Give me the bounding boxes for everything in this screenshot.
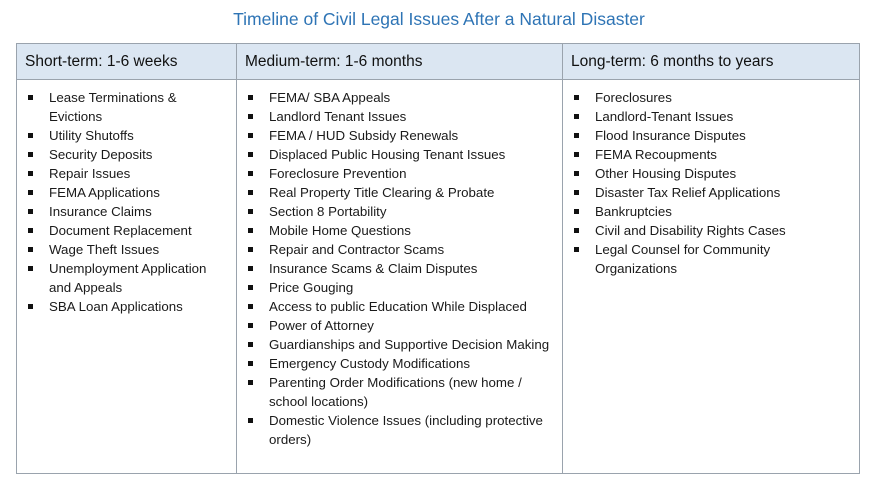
short-term-cell	[17, 80, 237, 474]
list-item-text: Civil and Disability Rights Cases	[595, 223, 786, 238]
list-item	[26, 221, 230, 240]
list-item	[246, 183, 556, 202]
square-bullet-icon	[248, 380, 253, 385]
list-item	[572, 221, 853, 240]
square-bullet-icon	[574, 171, 579, 176]
square-bullet-icon	[28, 228, 33, 233]
list-item	[572, 202, 853, 221]
square-bullet-icon	[28, 304, 33, 309]
medium-term-cell	[237, 80, 563, 474]
square-bullet-icon	[574, 95, 579, 100]
list-item-text: Section 8 Portability	[269, 204, 387, 219]
page-title: Timeline of Civil Legal Issues After a Natural Disaster	[233, 9, 645, 29]
list-item-text: Price Gouging	[269, 280, 354, 295]
list-item	[246, 297, 556, 316]
square-bullet-icon	[248, 209, 253, 214]
list-item	[246, 145, 556, 164]
square-bullet-icon	[28, 152, 33, 157]
column-header-long-term: Long-term: 6 months to years	[563, 44, 860, 80]
list-item-text: Displaced Public Housing Tenant Issues	[269, 147, 506, 162]
list-item-text: Other Housing Disputes	[595, 166, 737, 181]
list-item-text: Disaster Tax Relief Applications	[595, 185, 781, 200]
list-item	[26, 164, 230, 183]
list-item-text: Security Deposits	[49, 147, 153, 162]
list-item-text: Insurance Scams & Claim Disputes	[269, 261, 478, 276]
list-item-text: Unemployment Application and Appeals	[49, 261, 207, 295]
list-item-text: Insurance Claims	[49, 204, 152, 219]
square-bullet-icon	[248, 114, 253, 119]
square-bullet-icon	[248, 304, 253, 309]
list-item-text: Document Replacement	[49, 223, 192, 238]
list-item	[26, 240, 230, 259]
list-item	[26, 145, 230, 164]
header-row	[17, 44, 860, 80]
list-item-text: FEMA/ SBA Appeals	[269, 90, 391, 105]
square-bullet-icon	[248, 95, 253, 100]
list-item-text: Flood Insurance Disputes	[595, 128, 746, 143]
list-item-text: SBA Loan Applications	[49, 299, 183, 314]
square-bullet-icon	[28, 171, 33, 176]
square-bullet-icon	[248, 133, 253, 138]
square-bullet-icon	[28, 95, 33, 100]
square-bullet-icon	[248, 171, 253, 176]
list-item	[26, 202, 230, 221]
square-bullet-icon	[248, 228, 253, 233]
list-item	[572, 183, 853, 202]
square-bullet-icon	[574, 228, 579, 233]
list-item	[26, 297, 230, 316]
list-item	[26, 259, 230, 297]
square-bullet-icon	[574, 152, 579, 157]
list-item-text: FEMA Recoupments	[595, 147, 717, 162]
list-item	[246, 107, 556, 126]
square-bullet-icon	[248, 342, 253, 347]
square-bullet-icon	[248, 190, 253, 195]
square-bullet-icon	[28, 133, 33, 138]
list-item	[572, 107, 853, 126]
list-item-text: Domestic Violence Issues (including protective orders)	[269, 413, 543, 447]
list-item	[246, 373, 556, 411]
list-item	[246, 240, 556, 259]
square-bullet-icon	[28, 266, 33, 271]
square-bullet-icon	[248, 323, 253, 328]
list-item	[246, 259, 556, 278]
list-item-text: Foreclosure Prevention	[269, 166, 407, 181]
list-item	[246, 316, 556, 335]
list-item-text: Landlord Tenant Issues	[269, 109, 407, 124]
list-item	[26, 126, 230, 145]
list-item	[572, 164, 853, 183]
square-bullet-icon	[28, 190, 33, 195]
list-item-text: Bankruptcies	[595, 204, 672, 219]
square-bullet-icon	[248, 152, 253, 157]
list-item	[246, 202, 556, 221]
square-bullet-icon	[248, 247, 253, 252]
long-term-list	[572, 88, 853, 278]
list-item	[26, 183, 230, 202]
list-item-text: Foreclosures	[595, 90, 672, 105]
list-item-text: Parenting Order Modifications (new home / school locations)	[269, 375, 522, 409]
list-item	[572, 240, 853, 278]
list-item	[26, 88, 230, 126]
list-item	[572, 88, 853, 107]
list-item-text: Legal Counsel for Community Organizations	[595, 242, 771, 276]
column-header-medium-term: Medium-term: 1-6 months	[237, 44, 563, 80]
list-item	[246, 126, 556, 145]
list-item	[246, 354, 556, 373]
list-item-text: FEMA Applications	[49, 185, 160, 200]
square-bullet-icon	[248, 266, 253, 271]
list-item	[572, 145, 853, 164]
list-item	[246, 88, 556, 107]
square-bullet-icon	[574, 190, 579, 195]
list-item-text: Real Property Title Clearing & Probate	[269, 185, 495, 200]
list-item-text: Wage Theft Issues	[49, 242, 160, 257]
square-bullet-icon	[574, 114, 579, 119]
list-item	[246, 164, 556, 183]
medium-term-list	[246, 88, 556, 449]
short-term-list	[26, 88, 230, 316]
list-item-text: FEMA / HUD Subsidy Renewals	[269, 128, 459, 143]
list-item	[246, 411, 556, 449]
list-item-text: Landlord-Tenant Issues	[595, 109, 734, 124]
square-bullet-icon	[28, 209, 33, 214]
square-bullet-icon	[574, 247, 579, 252]
long-term-cell	[563, 80, 860, 474]
list-item-text: Repair and Contractor Scams	[269, 242, 445, 257]
square-bullet-icon	[574, 133, 579, 138]
list-item	[572, 126, 853, 145]
square-bullet-icon	[248, 418, 253, 423]
list-item-text: Repair Issues	[49, 166, 131, 181]
column-header-short-term: Short-term: 1-6 weeks	[17, 44, 237, 80]
square-bullet-icon	[28, 247, 33, 252]
list-item-text: Mobile Home Questions	[269, 223, 411, 238]
list-item-text: Access to public Education While Displaced	[269, 299, 527, 314]
list-item	[246, 221, 556, 240]
content-row	[17, 80, 860, 474]
list-item-text: Power of Attorney	[269, 318, 374, 333]
square-bullet-icon	[248, 361, 253, 366]
list-item	[246, 278, 556, 297]
list-item-text: Utility Shutoffs	[49, 128, 134, 143]
list-item-text: Guardianships and Supportive Decision Making	[269, 337, 550, 352]
timeline-table	[16, 43, 860, 474]
square-bullet-icon	[248, 285, 253, 290]
list-item-text: Emergency Custody Modifications	[269, 356, 471, 371]
list-item	[246, 335, 556, 354]
square-bullet-icon	[574, 209, 579, 214]
list-item-text: Lease Terminations & Evictions	[49, 90, 177, 124]
